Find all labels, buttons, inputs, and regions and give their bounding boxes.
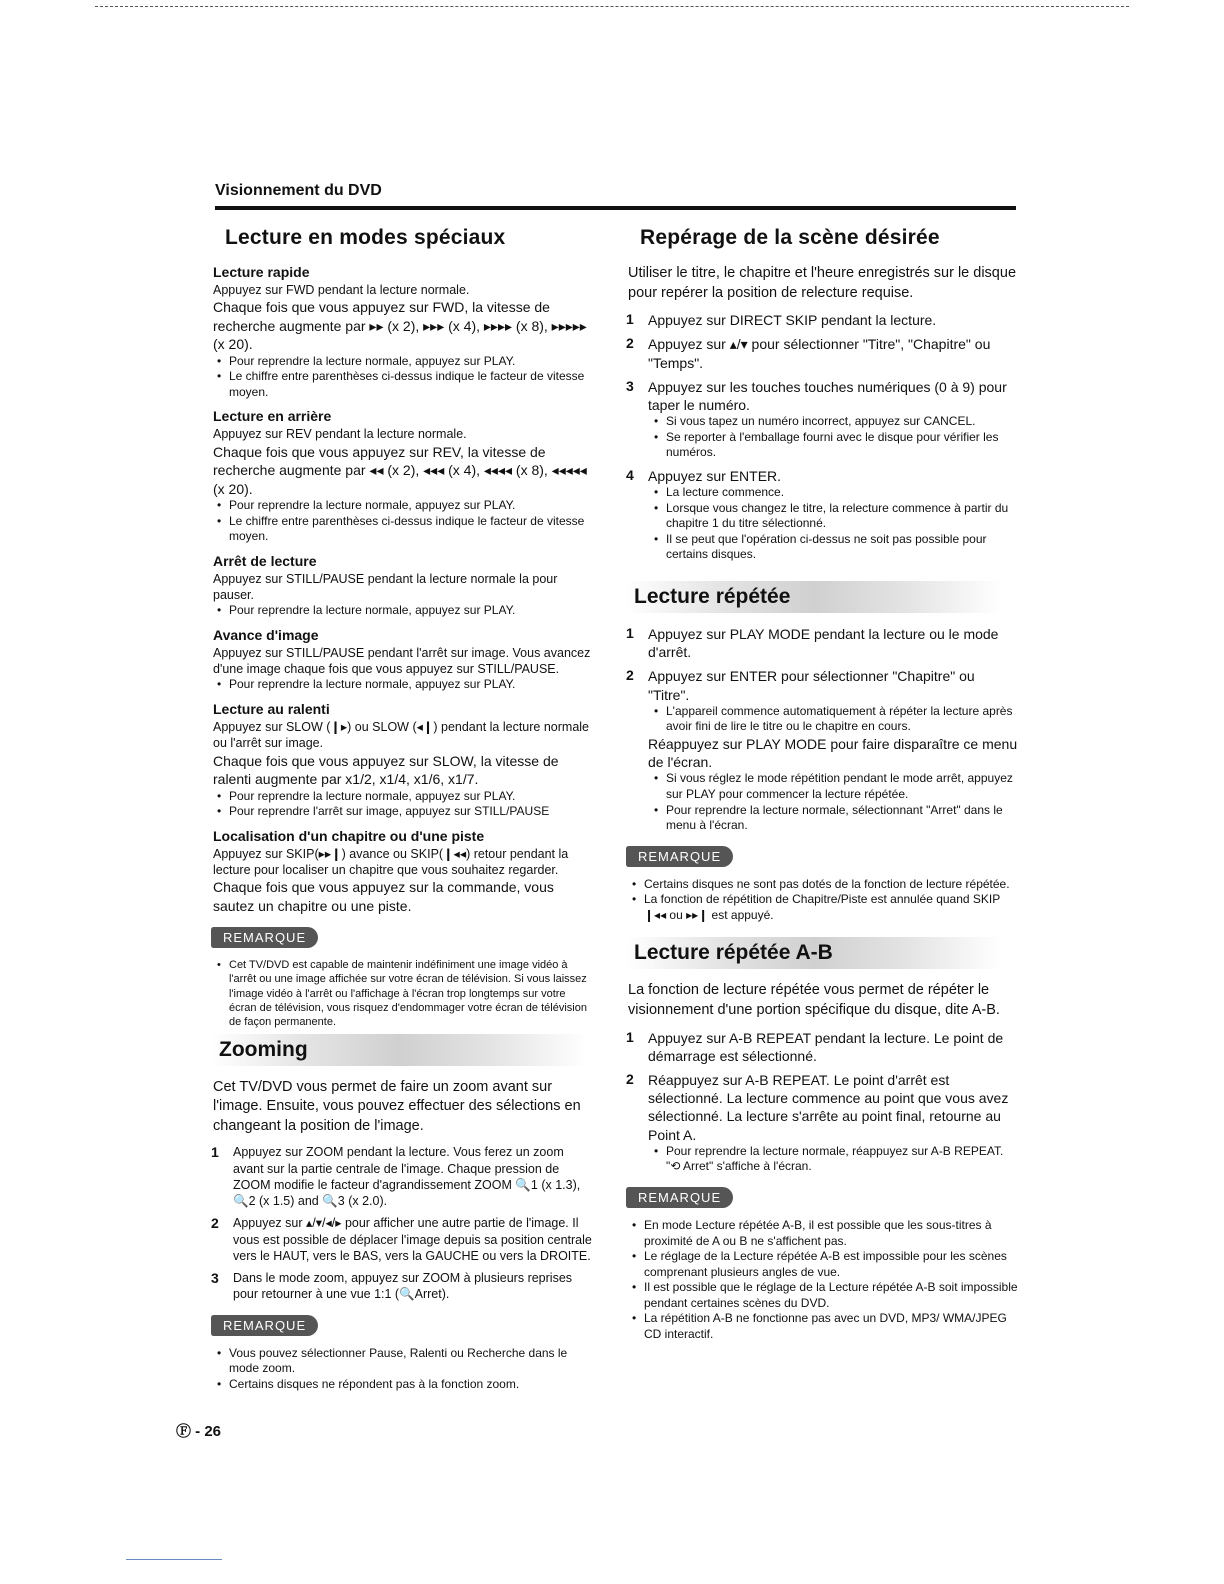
ab-step-2-text: Réappuyez sur A-B REPEAT. Le point d'arrêt est sélectionné. La lecture commence au point que vous avez sélectionné. La lecture s'arrête au point final, retourne au Point A.: [648, 1071, 1009, 1143]
zoom-step-1: [211, 1144, 595, 1209]
repeat-step-2: [626, 667, 1018, 833]
frame-advance-b1: • Pour reprendre la lecture normale, appuyez sur PLAY.: [229, 677, 595, 693]
repeat-note-2: • La fonction de répétition de Chapitre/Piste est annulée quand SKIP ❙◂◂ ou ▸▸❙ est appuyé.: [644, 892, 1018, 923]
slow-motion-p2: Chaque fois que vous appuyez sur SLOW, la vitesse de ralenti augmente par x1/2, x1/4, x1/6, x1/7.: [213, 752, 559, 788]
zoom-intro: Cet TV/DVD vous permet de faire un zoom avant sur l'image. Ensuite, vous pouvez effectuer des sélections en changeant la position de l'image.: [213, 1078, 581, 1134]
repeat-step-1-text: Appuyez sur PLAY MODE pendant la lecture ou le mode d'arrêt.: [648, 626, 999, 661]
ab-note-2: • Le réglage de la Lecture répétée A-B est impossible pour les scènes comprenant plusieurs angles de vue.: [644, 1249, 1018, 1280]
ab-step-2-p2: "⟲ Arret" s'affiche à l'écran.: [666, 1159, 812, 1174]
special-modes-title: Lecture en modes spéciaux: [225, 226, 506, 249]
ab-step-1-text: Appuyez sur A-B REPEAT pendant la lecture. Le point de démarrage est sélectionné.: [648, 1029, 1004, 1064]
ab-steps: [626, 1029, 1018, 1175]
scene-step-2: [626, 335, 1018, 371]
fast-play-bullets: [211, 354, 595, 401]
repeat-step-2-b2: • Si vous réglez le mode répétition pendant le mode arrêt, appuyez sur PLAY pour commencer la lecture répétée.: [666, 771, 1018, 802]
repeat-step-1-num: 1: [626, 625, 634, 641]
header-rule: [215, 206, 1016, 210]
ab-step-1: [626, 1029, 1018, 1065]
ab-repeat-banner: Lecture répétée A-B: [626, 937, 1002, 969]
scene-step-3-num: 3: [626, 377, 634, 394]
zoom-steps: [211, 1144, 595, 1302]
fast-play-p2: Chaque fois que vous appuyez sur FWD, la vitesse de recherche augmente par ▸▸ (x 2), ▸▸▸ (x 4), ▸▸▸▸ (x 8), ▸▸▸▸▸ (x 20).: [213, 299, 587, 353]
repeat-step-2-num: 2: [626, 667, 634, 684]
scene-step-1-text: Appuyez sur DIRECT SKIP pendant la lecture.: [648, 312, 937, 329]
scene-step-1: [626, 311, 1018, 329]
repeat-step-2-bullets-b: [648, 771, 1018, 833]
repeat-banner: Lecture répétée: [626, 581, 1002, 613]
scene-step-4-num: 4: [626, 466, 634, 483]
repeat-step-2-bullets-a: [648, 704, 1018, 735]
scene-step-2-num: 2: [626, 335, 634, 352]
slow-motion-heading: Lecture au ralenti: [213, 701, 330, 718]
skip-p1: Appuyez sur SKIP(▸▸❙) avance ou SKIP(❙◂◂) retour pendant la lecture pour localiser un chapitre que vous souhaitez regarder.: [213, 846, 569, 877]
scene-step-4-body: [648, 467, 1018, 563]
zooming-banner: Zooming: [211, 1034, 587, 1066]
reverse-play-bullets: [211, 498, 595, 545]
zoom-note-1: • Vous pouvez sélectionner Pause, Ralenti ou Recherche dans le mode zoom.: [229, 1346, 595, 1377]
scene-step-3: [626, 378, 1018, 461]
reverse-play-heading: Lecture en arrière: [213, 408, 332, 425]
frame-advance-p1: Appuyez sur STILL/PAUSE pendant l'arrêt sur image. Vous avancez d'une image chaque fois que vous appuyez sur STILL/PAUSE.: [213, 645, 591, 677]
ab-step-2-b1: • Pour reprendre la lecture normale, réappuyez sur A-B REPEAT.: [666, 1144, 1018, 1160]
repeat-step-2-b1: • L'appareil commence automatiquement à répéter la lecture après avoir fini de lire le titre ou le chapitre en cours.: [666, 704, 1018, 735]
zoom-step-3-text: Dans le mode zoom, appuyez sur ZOOM à plusieurs reprises pour retourner à une vue 1:1 (🔍Arret).: [233, 1271, 573, 1302]
skip-heading: Localisation d'un chapitre ou d'une piste: [213, 827, 485, 844]
note-label-2: REMARQUE: [211, 1315, 318, 1336]
ab-step-2-body: [648, 1071, 1018, 1175]
scene-step-2-text: Appuyez sur ▴/▾ pour sélectionner "Titre", "Chapitre" ou "Temps".: [648, 336, 991, 371]
repeat-step-2-body: [648, 667, 1018, 833]
scene-step-1-num: 1: [626, 311, 634, 328]
note-label-3: REMARQUE: [626, 846, 733, 867]
ab-step-2-bullets: [648, 1144, 1018, 1160]
scene-step-4-b1: • La lecture commence.: [666, 485, 1018, 501]
reverse-play-b2: • Le chiffre entre parenthèses ci-dessus indique le facteur de vitesse moyen.: [229, 514, 595, 545]
fast-play-heading: Lecture rapide: [213, 264, 310, 280]
fast-play-b2: • Le chiffre entre parenthèses ci-dessus indique le facteur de vitesse moyen.: [229, 369, 595, 400]
skip-p2: Chaque fois que vous appuyez sur la commande, vous sautez un chapitre ou une piste.: [213, 879, 554, 914]
ab-note-1: • En mode Lecture répétée A-B, il est possible que les sous-titres à proximité de A ou B ne s'affichent pas.: [644, 1218, 1018, 1249]
note-label-4: REMARQUE: [626, 1187, 733, 1208]
zoom-step-3-num: 3: [211, 1270, 219, 1287]
scene-step-3-b1: • Si vous tapez un numéro incorrect, appuyez sur CANCEL.: [666, 414, 1018, 430]
bottom-line: [126, 1559, 222, 1560]
scene-search-title: Repérage de la scène désirée: [640, 226, 940, 249]
right-column: [626, 222, 1018, 1343]
repeat-step-2-text: Appuyez sur ENTER pour sélectionner "Chapitre" ou "Titre".: [648, 668, 975, 703]
pause-p1: Appuyez sur STILL/PAUSE pendant la lecture normale la pour pauser.: [213, 571, 558, 603]
frame-advance-bullets: [211, 677, 595, 693]
slow-motion-b1: • Pour reprendre la lecture normale, appuyez sur PLAY.: [229, 789, 595, 805]
scene-step-4-b3: • Il se peut que l'opération ci-dessus ne soit pas possible pour certains disques.: [666, 532, 1018, 563]
scene-step-3-bullets: [648, 414, 1018, 461]
zoom-step-1-text: Appuyez sur ZOOM pendant la lecture. Vous ferez un zoom avant sur la partie centrale de l'image. Chaque pression de ZOOM modifie le facteur d'agrandissement ZOOM 🔍1 (x 1.3), 🔍2 (x 1.5) and 🔍3 (x 2.0).: [233, 1145, 581, 1209]
scene-step-4: [626, 467, 1018, 563]
fast-play-p1: Appuyez sur FWD pendant la lecture normale.: [213, 283, 470, 297]
zoom-notes: [211, 1346, 595, 1393]
repeat-note-1: • Certains disques ne sont pas dotés de la fonction de lecture répétée.: [644, 877, 1018, 893]
scene-search-intro: Utiliser le titre, le chapitre et l'heure enregistrés sur le disque pour repérer la position de relecture requise.: [628, 265, 1017, 301]
pause-b1: • Pour reprendre la lecture normale, appuyez sur PLAY.: [229, 603, 595, 619]
top-dashed-line: [95, 6, 1129, 7]
scene-step-4-b2: • Lorsque vous changez le titre, la relecture commence à partir du chapitre 1 du titre sélectionné.: [666, 501, 1018, 532]
ab-intro: La fonction de lecture répétée vous permet de répéter le visionnement d'une portion spécifique du disque, dite A-B.: [628, 982, 1000, 1019]
zoom-step-2-text: Appuyez sur ▴/▾/◂/▸ pour afficher une autre partie de l'image. Il vous est possible de déplacer l'image depuis sa position centrale vers le HAUT, vers le BAS, vers la GAUCHE ou vers la DROITE.: [233, 1216, 592, 1263]
ab-notes: [626, 1218, 1018, 1343]
zoom-step-2-num: 2: [211, 1215, 219, 1232]
reverse-play-b1: • Pour reprendre la lecture normale, appuyez sur PLAY.: [229, 498, 595, 514]
scene-step-3-body: [648, 378, 1018, 461]
zoom-step-1-num: 1: [211, 1144, 219, 1161]
section-header: Visionnement du DVD: [215, 182, 382, 199]
note-1-list: [211, 958, 595, 1029]
scene-step-3-b2: • Se reporter à l'emballage fourni avec le disque pour vérifier les numéros.: [666, 430, 1018, 461]
slow-motion-bullets: [211, 789, 595, 820]
note-label-1: REMARQUE: [211, 927, 318, 948]
reverse-play-p2: Chaque fois que vous appuyez sur REV, la vitesse de recherche augmente par ◂◂ (x 2), ◂◂◂ (x 4), ◂◂◂◂ (x 8), ◂◂◂◂◂ (x 20).: [213, 443, 587, 497]
slow-motion-b2: • Pour reprendre l'arrêt sur image, appuyez sur STILL/PAUSE: [229, 804, 595, 820]
scene-step-3-text: Appuyez sur les touches touches numériques (0 à 9) pour taper le numéro.: [648, 378, 1007, 413]
zoom-step-3: [211, 1270, 595, 1303]
note-1-item: • Cet TV/DVD est capable de maintenir indéfiniment une image vidéo à l'arrêt ou une image affichée sur votre écran de télévision. Si vous laissez l'image vidéo à l'arrêt ou l'affichage à l'écran trop longtemps sur votre écran de télévision, vous risquez d'endommager votre écran de télévision de façon permanente.: [229, 958, 595, 1029]
page-number: Ⓕ - 26: [176, 1423, 222, 1440]
ab-note-3: • Il est possible que le réglage de la Lecture répétée A-B soit impossible pendant certaines scènes du DVD.: [644, 1280, 1018, 1311]
repeat-steps: [626, 625, 1018, 834]
zoom-note-2: • Certains disques ne répondent pas à la fonction zoom.: [229, 1377, 595, 1393]
ab-step-2: [626, 1071, 1018, 1175]
ab-step-2-num: 2: [626, 1070, 634, 1087]
repeat-step-2-p2: Réappuyez sur PLAY MODE pour faire disparaître ce menu de l'écran.: [648, 735, 1018, 771]
ab-step-1-num: 1: [626, 1028, 634, 1045]
repeat-step-2-b3: • Pour reprendre la lecture normale, sélectionnant "Arret" dans le menu à l'écran.: [666, 803, 1018, 834]
scene-step-4-bullets: [648, 485, 1018, 563]
scene-step-4-text: Appuyez sur ENTER.: [648, 467, 782, 484]
pause-bullets: [211, 603, 595, 619]
zoom-step-2: [211, 1215, 595, 1264]
frame-advance-heading: Avance d'image: [213, 626, 319, 643]
repeat-notes: [626, 877, 1018, 924]
scene-steps: [626, 311, 1018, 563]
repeat-step-1: [626, 625, 1018, 661]
left-column: [211, 222, 595, 1392]
slow-motion-p1: Appuyez sur SLOW (❙▸) ou SLOW (◂❙) pendant la lecture normale ou l'arrêt sur image.: [213, 720, 590, 751]
ab-note-4: • La répétition A-B ne fonctionne pas avec un DVD, MP3/ WMA/JPEG CD interactif.: [644, 1311, 1018, 1342]
reverse-play-p1: Appuyez sur REV pendant la lecture normale.: [213, 427, 467, 442]
fast-play-b1: • Pour reprendre la lecture normale, appuyez sur PLAY.: [229, 354, 595, 370]
pause-heading: Arrêt de lecture: [213, 552, 317, 569]
